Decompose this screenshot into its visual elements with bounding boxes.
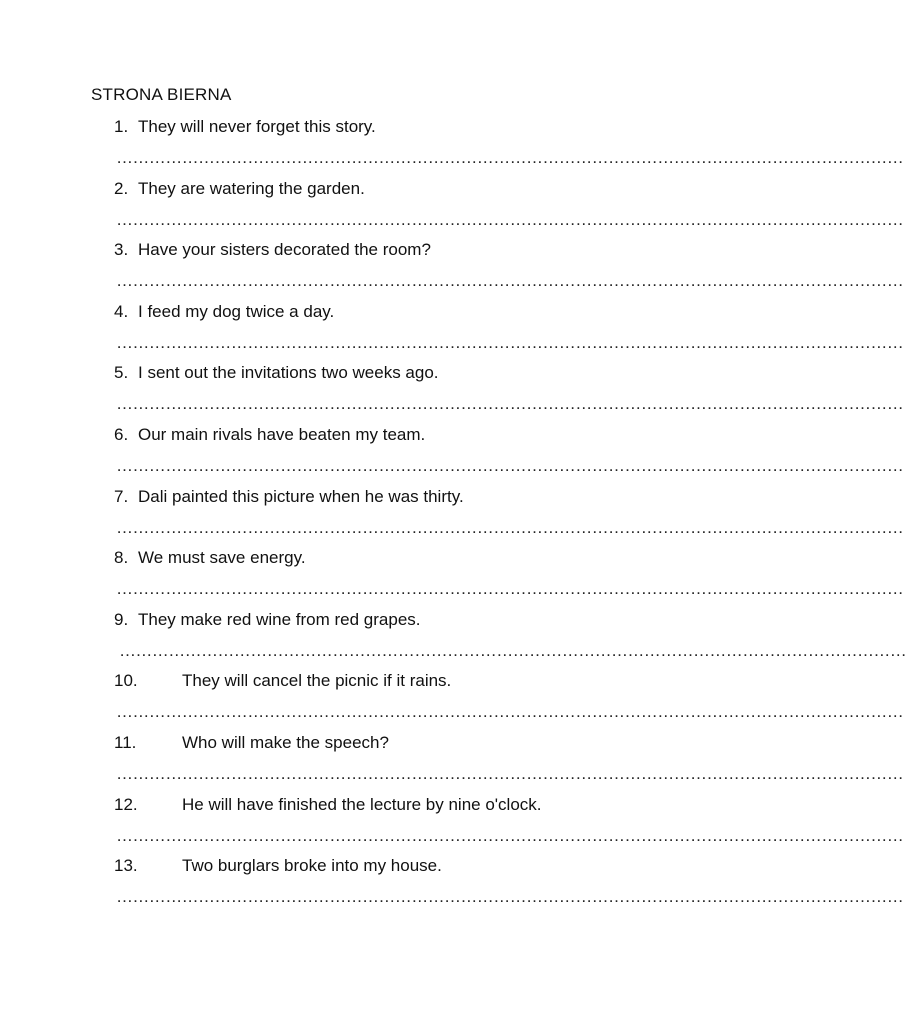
exercise-text: I feed my dog twice a day. bbox=[138, 301, 335, 321]
exercise-text: I sent out the invitations two weeks ago. bbox=[138, 363, 439, 383]
exercise-item bbox=[0, 855, 904, 917]
exercise-number: 1. bbox=[114, 117, 129, 136]
answer-line[interactable]: ……………………………………………………………………………………………………………………………… bbox=[119, 640, 906, 660]
answer-line[interactable]: ……………………………………………………………………………………………………………………………… bbox=[116, 517, 904, 537]
exercise-item bbox=[0, 609, 906, 671]
exercise-sentence bbox=[114, 362, 439, 384]
exercise-text: They are watering the garden. bbox=[138, 178, 365, 198]
answer-line[interactable]: ……………………………………………………………………………………………………………………………… bbox=[116, 887, 904, 907]
answer-line[interactable]: ……………………………………………………………………………………………………………………………… bbox=[116, 148, 904, 167]
exercise-sentence bbox=[114, 178, 365, 200]
worksheet-title: STRONA BIERNA bbox=[91, 85, 232, 104]
exercise-text: Who will make the speech? bbox=[182, 732, 389, 752]
answer-line[interactable]: ……………………………………………………………………………………………………………………………… bbox=[116, 825, 904, 845]
exercise-number: 6. bbox=[114, 424, 129, 444]
exercise-text: He will have finished the lecture by nine o'clock. bbox=[182, 794, 542, 814]
answer-line[interactable]: ……………………………………………………………………………………………………………………………… bbox=[116, 332, 904, 352]
exercise-number: 4. bbox=[114, 301, 129, 321]
exercise-item bbox=[0, 116, 904, 178]
exercise-text: They will cancel the picnic if it rains. bbox=[182, 671, 452, 691]
answer-line[interactable]: ……………………………………………………………………………………………………………………………… bbox=[116, 394, 904, 414]
exercise-text: Our main rivals have beaten my team. bbox=[138, 424, 426, 444]
exercise-number: 3. bbox=[114, 240, 129, 260]
exercise-number: 8. bbox=[114, 548, 129, 568]
exercise-item bbox=[0, 547, 904, 609]
exercise-sentence bbox=[114, 424, 425, 446]
exercise-sentence bbox=[114, 609, 421, 631]
exercise-sentence bbox=[114, 670, 451, 692]
exercise-item bbox=[0, 424, 904, 486]
exercise-sentence bbox=[114, 301, 334, 323]
exercise-item bbox=[0, 486, 904, 548]
exercise-sentence bbox=[114, 732, 389, 754]
exercise-number: 10. bbox=[114, 671, 138, 691]
exercise-text: They make red wine from red grapes. bbox=[138, 609, 421, 629]
exercise-item bbox=[0, 732, 904, 794]
exercise-text: Have your sisters decorated the room? bbox=[138, 240, 431, 260]
exercise-number: 9. bbox=[114, 609, 129, 629]
exercise-number: 2. bbox=[114, 178, 129, 198]
exercise-text: They will never forget this story. bbox=[138, 117, 376, 136]
exercise-text: Dali painted this picture when he was thirty. bbox=[138, 486, 464, 506]
answer-line[interactable]: ……………………………………………………………………………………………………………………………… bbox=[116, 455, 904, 475]
exercise-number: 7. bbox=[114, 486, 129, 506]
answer-line[interactable]: ……………………………………………………………………………………………………………………………… bbox=[116, 271, 904, 291]
answer-line[interactable]: ……………………………………………………………………………………………………………………………… bbox=[116, 763, 904, 783]
answer-line[interactable]: ……………………………………………………………………………………………………………………………… bbox=[116, 579, 904, 599]
exercise-sentence bbox=[114, 855, 442, 877]
exercise-item bbox=[0, 301, 904, 363]
exercise-sentence bbox=[114, 794, 542, 816]
answer-line[interactable]: ……………………………………………………………………………………………………………………………… bbox=[116, 702, 904, 722]
exercise-item bbox=[0, 794, 904, 856]
exercise-item bbox=[0, 670, 904, 732]
exercise-sentence bbox=[114, 116, 376, 138]
answer-line[interactable]: ……………………………………………………………………………………………………………………………… bbox=[116, 209, 904, 229]
exercise-text: Two burglars broke into my house. bbox=[182, 856, 442, 876]
exercise-number: 11. bbox=[114, 732, 137, 752]
exercise-item bbox=[0, 362, 904, 424]
exercise-text: We must save energy. bbox=[138, 548, 306, 568]
exercise-item bbox=[0, 178, 904, 240]
exercise-sentence bbox=[114, 547, 306, 569]
exercise-sentence bbox=[114, 239, 431, 261]
exercise-number: 12. bbox=[114, 794, 138, 814]
exercise-number: 13. bbox=[114, 856, 138, 876]
exercise-sentence bbox=[114, 486, 464, 508]
exercise-item bbox=[0, 239, 904, 301]
exercise-list bbox=[0, 116, 906, 917]
exercise-number: 5. bbox=[114, 363, 129, 383]
